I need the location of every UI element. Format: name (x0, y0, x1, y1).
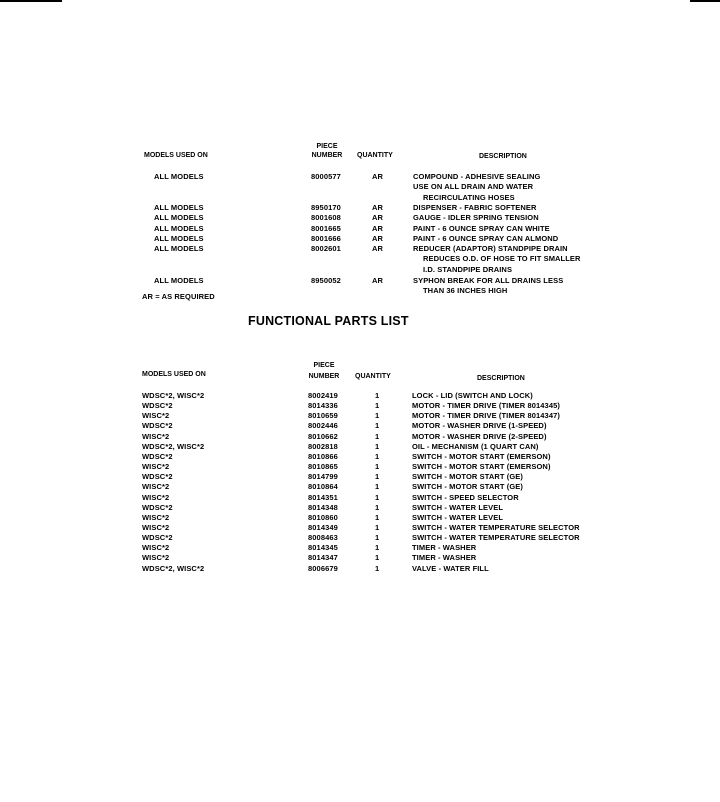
func-row-piece: 8014349 (308, 522, 338, 532)
func-row-description: MOTOR - TIMER DRIVE (TIMER 8014347) (412, 411, 560, 421)
func-row-model: WISC*2 (142, 411, 170, 421)
misc-footnote: AR = AS REQUIRED (142, 292, 215, 301)
func-row-qty: 1 (375, 441, 380, 451)
func-row-description: OIL - MECHANISM (1 QUART CAN) (412, 441, 539, 451)
misc-row-description: I.D. STANDPIPE DRAINS (423, 264, 513, 274)
func-row-model: WISC*2 (142, 431, 170, 441)
misc-row-model: ALL MODELS (154, 276, 204, 285)
func-row-model: WISC*2 (142, 553, 170, 563)
misc-header-quantity: QUANTITY (357, 152, 393, 159)
func-row-model: WDSC*2 (142, 533, 173, 543)
misc-row-description: PAINT - 6 OUNCE SPRAY CAN ALMOND (413, 234, 559, 243)
func-row-qty: 1 (375, 451, 380, 461)
misc-row-model: ALL MODELS (154, 172, 204, 181)
misc-row-qty: AR (372, 224, 384, 233)
misc-row-model: ALL MODELS (154, 234, 204, 243)
misc-row-piece: 8002601 (311, 244, 341, 253)
func-row-description: SWITCH - WATER LEVEL (412, 512, 504, 522)
top-right-rule (690, 0, 720, 2)
misc-row-description: GAUGE - IDLER SPRING TENSION (413, 213, 539, 222)
misc-row-model: ALL MODELS (154, 224, 204, 233)
func-row-qty: 1 (375, 431, 380, 441)
misc-row-piece: 8001666 (311, 234, 341, 243)
misc-row-piece: 8000577 (311, 172, 341, 181)
func-row-qty: 1 (375, 411, 380, 421)
misc-row-piece: 8950170 (311, 203, 341, 212)
func-row-model: WISC*2 (142, 462, 170, 472)
func-header-piece-line2: NUMBER (308, 373, 340, 380)
func-row-qty: 1 (375, 391, 380, 400)
misc-header-piece-line1: PIECE (316, 143, 338, 150)
misc-row-description: PAINT - 6 OUNCE SPRAY CAN WHITE (413, 224, 550, 233)
func-row-model: WDSC*2, WISC*2 (142, 441, 205, 451)
func-row-piece: 8002446 (308, 421, 338, 431)
func-row-description: SWITCH - MOTOR START (EMERSON) (412, 462, 551, 472)
func-row-model: WISC*2 (142, 492, 170, 502)
func-row-model: WDSC*2, WISC*2 (142, 391, 205, 400)
misc-row-qty: AR (372, 203, 384, 212)
func-row-piece: 8010860 (308, 512, 338, 522)
func-row-piece: 8002419 (308, 391, 338, 400)
functional-parts-title: FUNCTIONAL PARTS LIST (248, 314, 409, 328)
func-row-qty: 1 (375, 563, 380, 573)
func-row-qty: 1 (375, 512, 380, 522)
misc-row-qty: AR (372, 234, 384, 243)
misc-row-qty: AR (372, 172, 384, 181)
func-row-description: SWITCH - MOTOR START (GE) (412, 472, 523, 482)
misc-header-piece-line2: NUMBER (311, 152, 343, 159)
func-row-description: SWITCH - WATER LEVEL (412, 502, 504, 512)
func-row-piece: 8010659 (308, 411, 338, 421)
misc-row-description: COMPOUND - ADHESIVE SEALING (413, 172, 541, 181)
func-row-piece: 8014351 (308, 492, 338, 502)
func-header-description: DESCRIPTION (477, 375, 525, 382)
func-row-description: MOTOR - WASHER DRIVE (1-SPEED) (412, 421, 547, 431)
func-row-model: WISC*2 (142, 543, 170, 553)
func-row-description: MOTOR - TIMER DRIVE (TIMER 8014345) (412, 401, 560, 411)
func-row-qty: 1 (375, 401, 380, 411)
func-row-description: TIMER - WASHER (412, 543, 477, 553)
func-row-piece: 8014799 (308, 472, 338, 482)
func-row-qty: 1 (375, 533, 380, 543)
func-row-qty: 1 (375, 522, 380, 532)
func-row-description: SWITCH - WATER TEMPERATURE SELECTOR (412, 533, 580, 543)
misc-header-description: DESCRIPTION (479, 153, 527, 160)
func-row-piece: 8002818 (308, 441, 338, 451)
func-row-piece: 8014336 (308, 401, 338, 411)
func-row-description: SWITCH - SPEED SELECTOR (412, 492, 519, 502)
func-row-piece: 8014347 (308, 553, 338, 563)
misc-row-description: DISPENSER - FABRIC SOFTENER (413, 203, 537, 212)
misc-row-piece: 8001665 (311, 224, 341, 233)
func-row-description: SWITCH - WATER TEMPERATURE SELECTOR (412, 522, 580, 532)
func-row-piece: 8006679 (308, 563, 338, 573)
misc-row-model: ALL MODELS (154, 203, 204, 212)
func-row-description: MOTOR - WASHER DRIVE (2-SPEED) (412, 431, 547, 441)
func-row-qty: 1 (375, 421, 380, 431)
func-row-description: TIMER - WASHER (412, 553, 477, 563)
misc-row-qty: AR (372, 213, 384, 222)
func-row-model: WDSC*2 (142, 451, 173, 461)
func-row-model: WDSC*2 (142, 472, 173, 482)
func-row-qty: 1 (375, 472, 380, 482)
func-row-model: WDSC*2 (142, 502, 173, 512)
func-row-qty: 1 (375, 502, 380, 512)
func-row-qty: 1 (375, 553, 380, 563)
func-row-piece: 8014345 (308, 543, 338, 553)
func-row-piece: 8010865 (308, 462, 338, 472)
misc-row-piece: 8001608 (311, 213, 341, 222)
func-row-description: SWITCH - MOTOR START (GE) (412, 482, 523, 492)
func-header-models: MODELS USED ON (142, 371, 206, 378)
func-header-quantity: QUANTITY (355, 373, 391, 380)
misc-row-model: ALL MODELS (154, 213, 204, 222)
func-row-piece: 8008463 (308, 533, 338, 543)
func-row-model: WDSC*2 (142, 421, 173, 431)
func-row-model: WDSC*2 (142, 401, 173, 411)
misc-row-description: REDUCES O.D. OF HOSE TO FIT SMALLER (423, 254, 581, 264)
func-row-qty: 1 (375, 543, 380, 553)
misc-row-description: RECIRCULATING HOSES (423, 192, 515, 202)
func-row-piece: 8010864 (308, 482, 338, 492)
misc-row-qty: AR (372, 244, 384, 253)
func-row-description: LOCK - LID (SWITCH AND LOCK) (412, 391, 533, 400)
func-row-piece: 8010866 (308, 451, 338, 461)
func-row-qty: 1 (375, 492, 380, 502)
func-row-model: WDSC*2, WISC*2 (142, 563, 205, 573)
misc-row-description: USE ON ALL DRAIN AND WATER (413, 182, 534, 192)
top-left-rule (0, 0, 62, 2)
func-row-qty: 1 (375, 482, 380, 492)
func-row-piece: 8014348 (308, 502, 338, 512)
func-row-model: WISC*2 (142, 522, 170, 532)
misc-row-description: THAN 36 INCHES HIGH (423, 286, 508, 296)
misc-row-model: ALL MODELS (154, 244, 204, 253)
misc-row-qty: AR (372, 276, 384, 285)
func-row-model: WISC*2 (142, 512, 170, 522)
func-row-description: SWITCH - MOTOR START (EMERSON) (412, 451, 551, 461)
misc-row-description: SYPHON BREAK FOR ALL DRAINS LESS (413, 276, 564, 285)
misc-header-models: MODELS USED ON (144, 152, 208, 159)
func-row-qty: 1 (375, 462, 380, 472)
func-row-piece: 8010662 (308, 431, 338, 441)
misc-row-piece: 8950052 (311, 276, 341, 285)
misc-row-description: REDUCER (ADAPTOR) STANDPIPE DRAIN (413, 244, 568, 253)
func-header-piece-line1: PIECE (313, 362, 335, 369)
func-row-description: VALVE - WATER FILL (412, 563, 489, 573)
func-row-model: WISC*2 (142, 482, 170, 492)
